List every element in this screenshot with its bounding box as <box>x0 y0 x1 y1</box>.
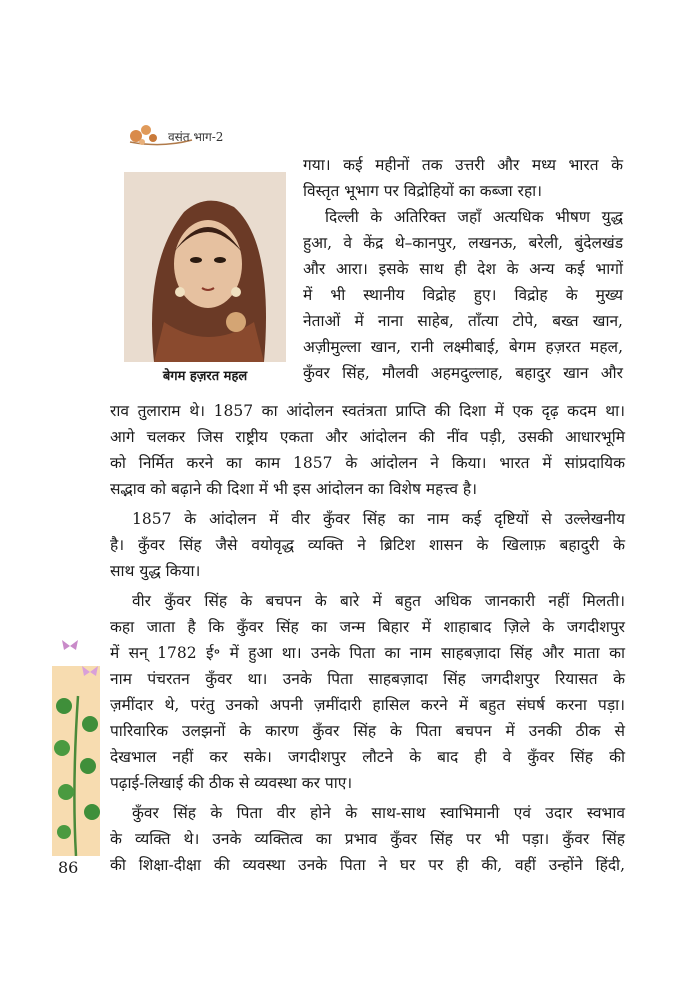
plant-butterfly-decoration-icon <box>42 636 114 856</box>
text-line: हुआ, वे केंद्र थे–कानपुर, लखनऊ, बरेली, बुंदेलखंड <box>303 234 623 252</box>
text-line: आगे चलकर जिस राष्ट्रीय एकता और आंदोलन की नींव पड़ी, उसकी आधारभूमि <box>110 428 625 446</box>
main-text <box>110 398 625 878</box>
text-line: ज़मींदार थे, परंतु उनको अपनी ज़मींदारी हासिल करने में बहुत संघर्ष करना पड़ा। <box>110 696 625 714</box>
text-line: और आरा। इसके साथ ही देश के अन्य कई भागों <box>303 260 623 278</box>
text-line: देखभाल नहीं कर सके। जगदीशपुर लौटने के बाद ही वे कुँवर सिंह की <box>110 748 625 766</box>
text-line: वीर कुँवर सिंह के बचपन के बारे में बहुत अधिक जानकारी नहीं मिलती। <box>132 592 625 610</box>
text-line: विस्तृत भूभाग पर विद्रोहियों का कब्जा रहा। <box>303 182 543 200</box>
text-line: को निर्मित करने का काम 1857 के आंदोलन ने किया। भारत में सांप्रदायिक <box>110 454 625 472</box>
text-line: कुँवर सिंह, मौलवी अहमदुल्लाह, बहादुर खान और <box>303 364 623 382</box>
text-line: नाम पंचरतन कुँवर था। उनके पिता साहबज़ादा सिंह जगदीशपुर रियासत के <box>110 670 625 688</box>
text-line: पारिवारिक उलझनों के कारण कुँवर सिंह के पिता बचपन में उनकी ठीक से <box>110 722 625 740</box>
text-beside-image <box>303 152 623 386</box>
text-line: कुँवर सिंह के पिता वीर होने के साथ-साथ स्वाभिमानी एवं उदार स्वभाव <box>132 804 625 822</box>
text-line: पढ़ाई-लिखाई की ठीक से व्यवस्था कर पाए। <box>110 774 353 792</box>
text-line: है। कुँवर सिंह जैसे वयोवृद्ध व्यक्ति ने ब्रिटिश शासन के खिलाफ़ बहादुरी के <box>110 536 625 554</box>
figure-caption: बेगम हज़रत महल <box>162 369 248 384</box>
text-line: 1857 के आंदोलन में वीर कुँवर सिंह का नाम कई दृष्टियों से उल्लेखनीय <box>132 510 625 528</box>
text-line: में भी स्थानीय विद्रोह हुए। विद्रोह के मुख्य <box>303 286 623 304</box>
portrait-image <box>124 172 286 362</box>
text-line: कहा जाता है कि कुँवर सिंह का जन्म बिहार में शाहाबाद ज़िले के जगदीशपुर <box>110 618 625 636</box>
text-line: दिल्ली के अतिरिक्त जहाँ अत्यधिक भीषण युद्ध <box>325 208 623 226</box>
text-line: में सन् 1782 ई॰ में हुआ था। उनके पिता का नाम साहबज़ादा सिंह और माता का <box>110 644 625 662</box>
page-number: 86 <box>58 858 79 877</box>
text-line: साथ युद्ध किया। <box>110 562 201 580</box>
book-header-label: वसंत भाग-2 <box>168 130 224 144</box>
text-line: गया। कई महीनों तक उत्तरी और मध्य भारत के <box>303 156 623 174</box>
text-line: सद्भाव को बढ़ाने की दिशा में भी इस आंदोलन का विशेष महत्त्व है। <box>110 480 478 498</box>
text-line: के व्यक्ति थे। उनके व्यक्तित्व का प्रभाव कुँवर सिंह पर भी पड़ा। कुँवर सिंह <box>110 830 625 848</box>
text-line: की शिक्षा-दीक्षा की व्यवस्था उनके पिता ने घर पर ही की, वहीं उन्होंने हिंदी, <box>110 856 625 874</box>
text-line: नेताओं में नाना साहेब, ताँत्या टोपे, बख्त खान, <box>303 312 623 330</box>
text-line: अज़ीमुल्ला खान, रानी लक्ष्मीबाई, बेगम हज़रत महल, <box>303 338 623 356</box>
text-line: राव तुलाराम थे। 1857 का आंदोलन स्वतंत्रता प्राप्ति की दिशा में एक दृढ़ कदम था। <box>110 402 625 420</box>
